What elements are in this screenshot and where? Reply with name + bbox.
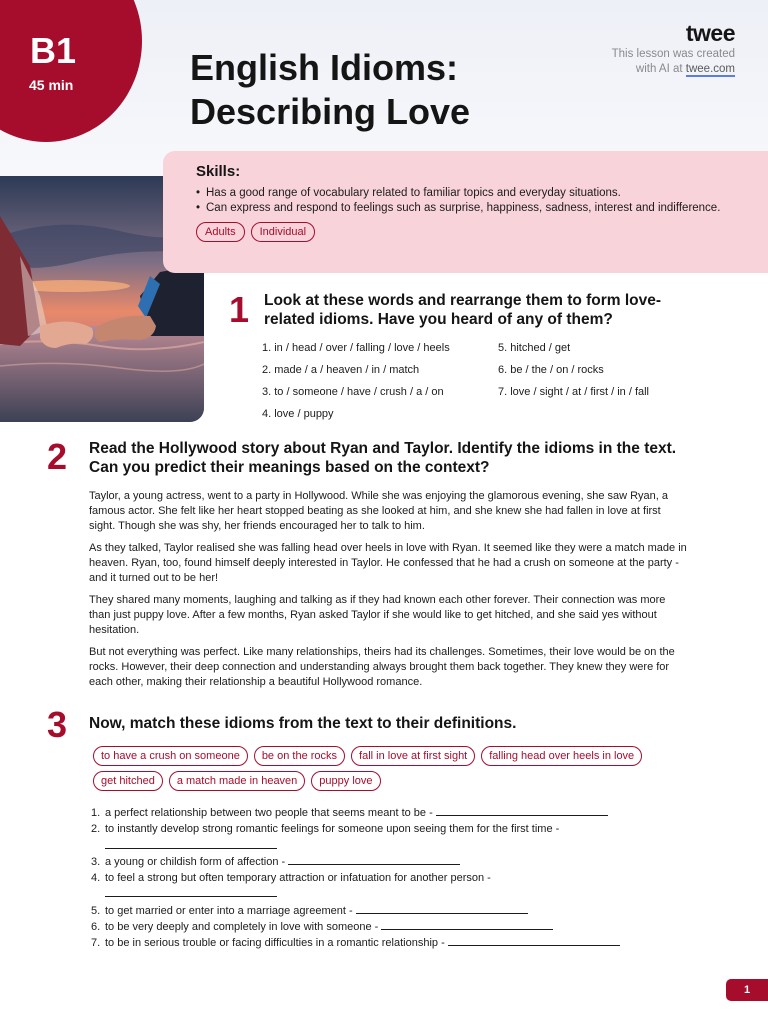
definition-item [91,903,711,919]
story-text [89,489,689,697]
definition-text: to get married or enter into a marriage agreement - [105,904,353,917]
skill-item: • Can express and respond to feelings such as surprise, happiness, sadness, interest and indifference. [196,201,750,216]
skills-heading: Skills: [196,163,241,180]
definition-number: 1. [91,807,101,819]
level-label: B1 [30,30,77,71]
answer-blank[interactable] [381,920,553,930]
page-number: 1 [726,979,768,1001]
ai-credit [612,47,735,77]
tag-list [196,222,750,242]
answer-blank[interactable] [288,855,460,865]
page-title [190,46,570,134]
task-2-number: 2 [47,436,68,477]
story-paragraph: But not everything was perfect. Like many relationships, theirs had its challenges. Sometimes, their love would be on the rocks. However, their deep connection and understanding always brought them back together. They knew they were for each other, making their relationship a beautiful Hollywood romance. [89,646,675,688]
idiom-bank-row-2 [93,771,733,791]
definition-text: to feel a strong but often temporary attraction or infatuation for another person - [105,872,491,885]
definition-text: a perfect relationship between two people that seems meant to be - [105,807,433,819]
idiom-chip: a match made in heaven [169,771,305,791]
word-item-5: 5. hitched / get [498,342,571,354]
task-1-title: Look at these words and rearrange them to form love-related idioms. Have you heard of any of them? [264,292,662,328]
definition-list [91,805,711,952]
task-3-title: Now, match these idioms from the text to their definitions. [89,715,517,732]
answer-blank[interactable] [105,839,277,849]
definition-text: to be very deeply and completely in love with someone - [105,921,379,934]
definition-text: a young or childish form of affection - [105,855,286,868]
idiom-chip: fall in love at first sight [351,746,475,766]
skills-panel [163,151,768,273]
answer-blank[interactable] [436,806,608,816]
definition-number: 6. [91,921,101,934]
answer-blank[interactable] [105,887,277,897]
twee-link[interactable]: twee.com [685,63,735,75]
skill-item: • Has a good range of vocabulary related to familiar topics and everyday situations. [196,186,750,201]
idiom-chip: to have a crush on someone [93,746,248,766]
task-3-number: 3 [47,704,68,745]
definition-item [91,854,711,870]
title-line-2: Describing Love [190,91,471,132]
definition-item [91,919,711,935]
definition-number: 5. [91,904,101,917]
idiom-chip: falling head over heels in love [481,746,642,766]
credit-prefix: with AI at [635,63,686,75]
credit-line: This lesson was created [611,48,735,60]
title-line-1: English Idioms: [190,47,459,88]
idiom-chip: be on the rocks [254,746,345,766]
word-item-1: 1. in / head / over / falling / love / heels [262,342,450,354]
idiom-chip: puppy love [311,771,380,791]
task-2-title: Read the Hollywood story about Ryan and Taylor. Identify the idioms in the text. Can you predict their meanings based on the context? [89,440,677,476]
idiom-chip: get hitched [93,771,163,791]
story-paragraph: Taylor, a young actress, went to a party in Hollywood. While she was enjoying the glamorous evening, she saw Ryan, a famous actor. She felt like her heart stopped beating as she looked at him, and she knew she had fallen in love at first sight. Though she was shy, her friends encouraged her to talk to him. [89,490,669,532]
word-item-6: 6. be / the / on / rocks [498,364,604,376]
story-paragraph: They shared many moments, laughing and talking as if they had known each other forever. Their connection was more than just puppy love. After a few months, Ryan asked Taylor if she would like to get hitched, and she said yes without hesitation. [89,594,666,636]
word-item-3: 3. to / someone / have / crush / a / on [262,386,444,398]
word-item-4: 4. love / puppy [262,408,334,420]
definition-number: 7. [91,937,101,950]
definition-item [91,805,711,821]
story-paragraph: As they talked, Taylor realised she was falling head over heels in love with Ryan. It seemed like they were a match made in heaven. Ryan, too, found himself deeply interested in Taylor. He confessed that he had a crush on someone at the party - and it turned out to be her! [89,542,687,584]
definition-number: 2. [91,823,101,836]
idiom-bank-row-1 [93,746,733,766]
skills-list [196,186,750,216]
twee-logo: twee [685,20,735,46]
definition-item [91,935,711,951]
word-item-2: 2. made / a / heaven / in / match [262,364,420,376]
answer-blank[interactable] [448,936,620,946]
word-item-7: 7. love / sight / at / first / in / fall [498,386,650,398]
definition-text: to instantly develop strong romantic feelings for someone upon seeing them for the first time - [105,823,560,836]
definition-text: to be in serious trouble or facing difficulties in a romantic relationship - [105,937,445,950]
definition-item [91,870,711,903]
duration-label: 45 min [29,77,74,93]
definition-number: 4. [91,872,101,885]
definition-item [91,821,711,854]
definition-number: 3. [91,855,101,868]
tag-individual: Individual [251,222,315,242]
answer-blank[interactable] [356,904,528,914]
tag-adults: Adults [196,222,245,242]
task-1-number: 1 [229,289,250,330]
